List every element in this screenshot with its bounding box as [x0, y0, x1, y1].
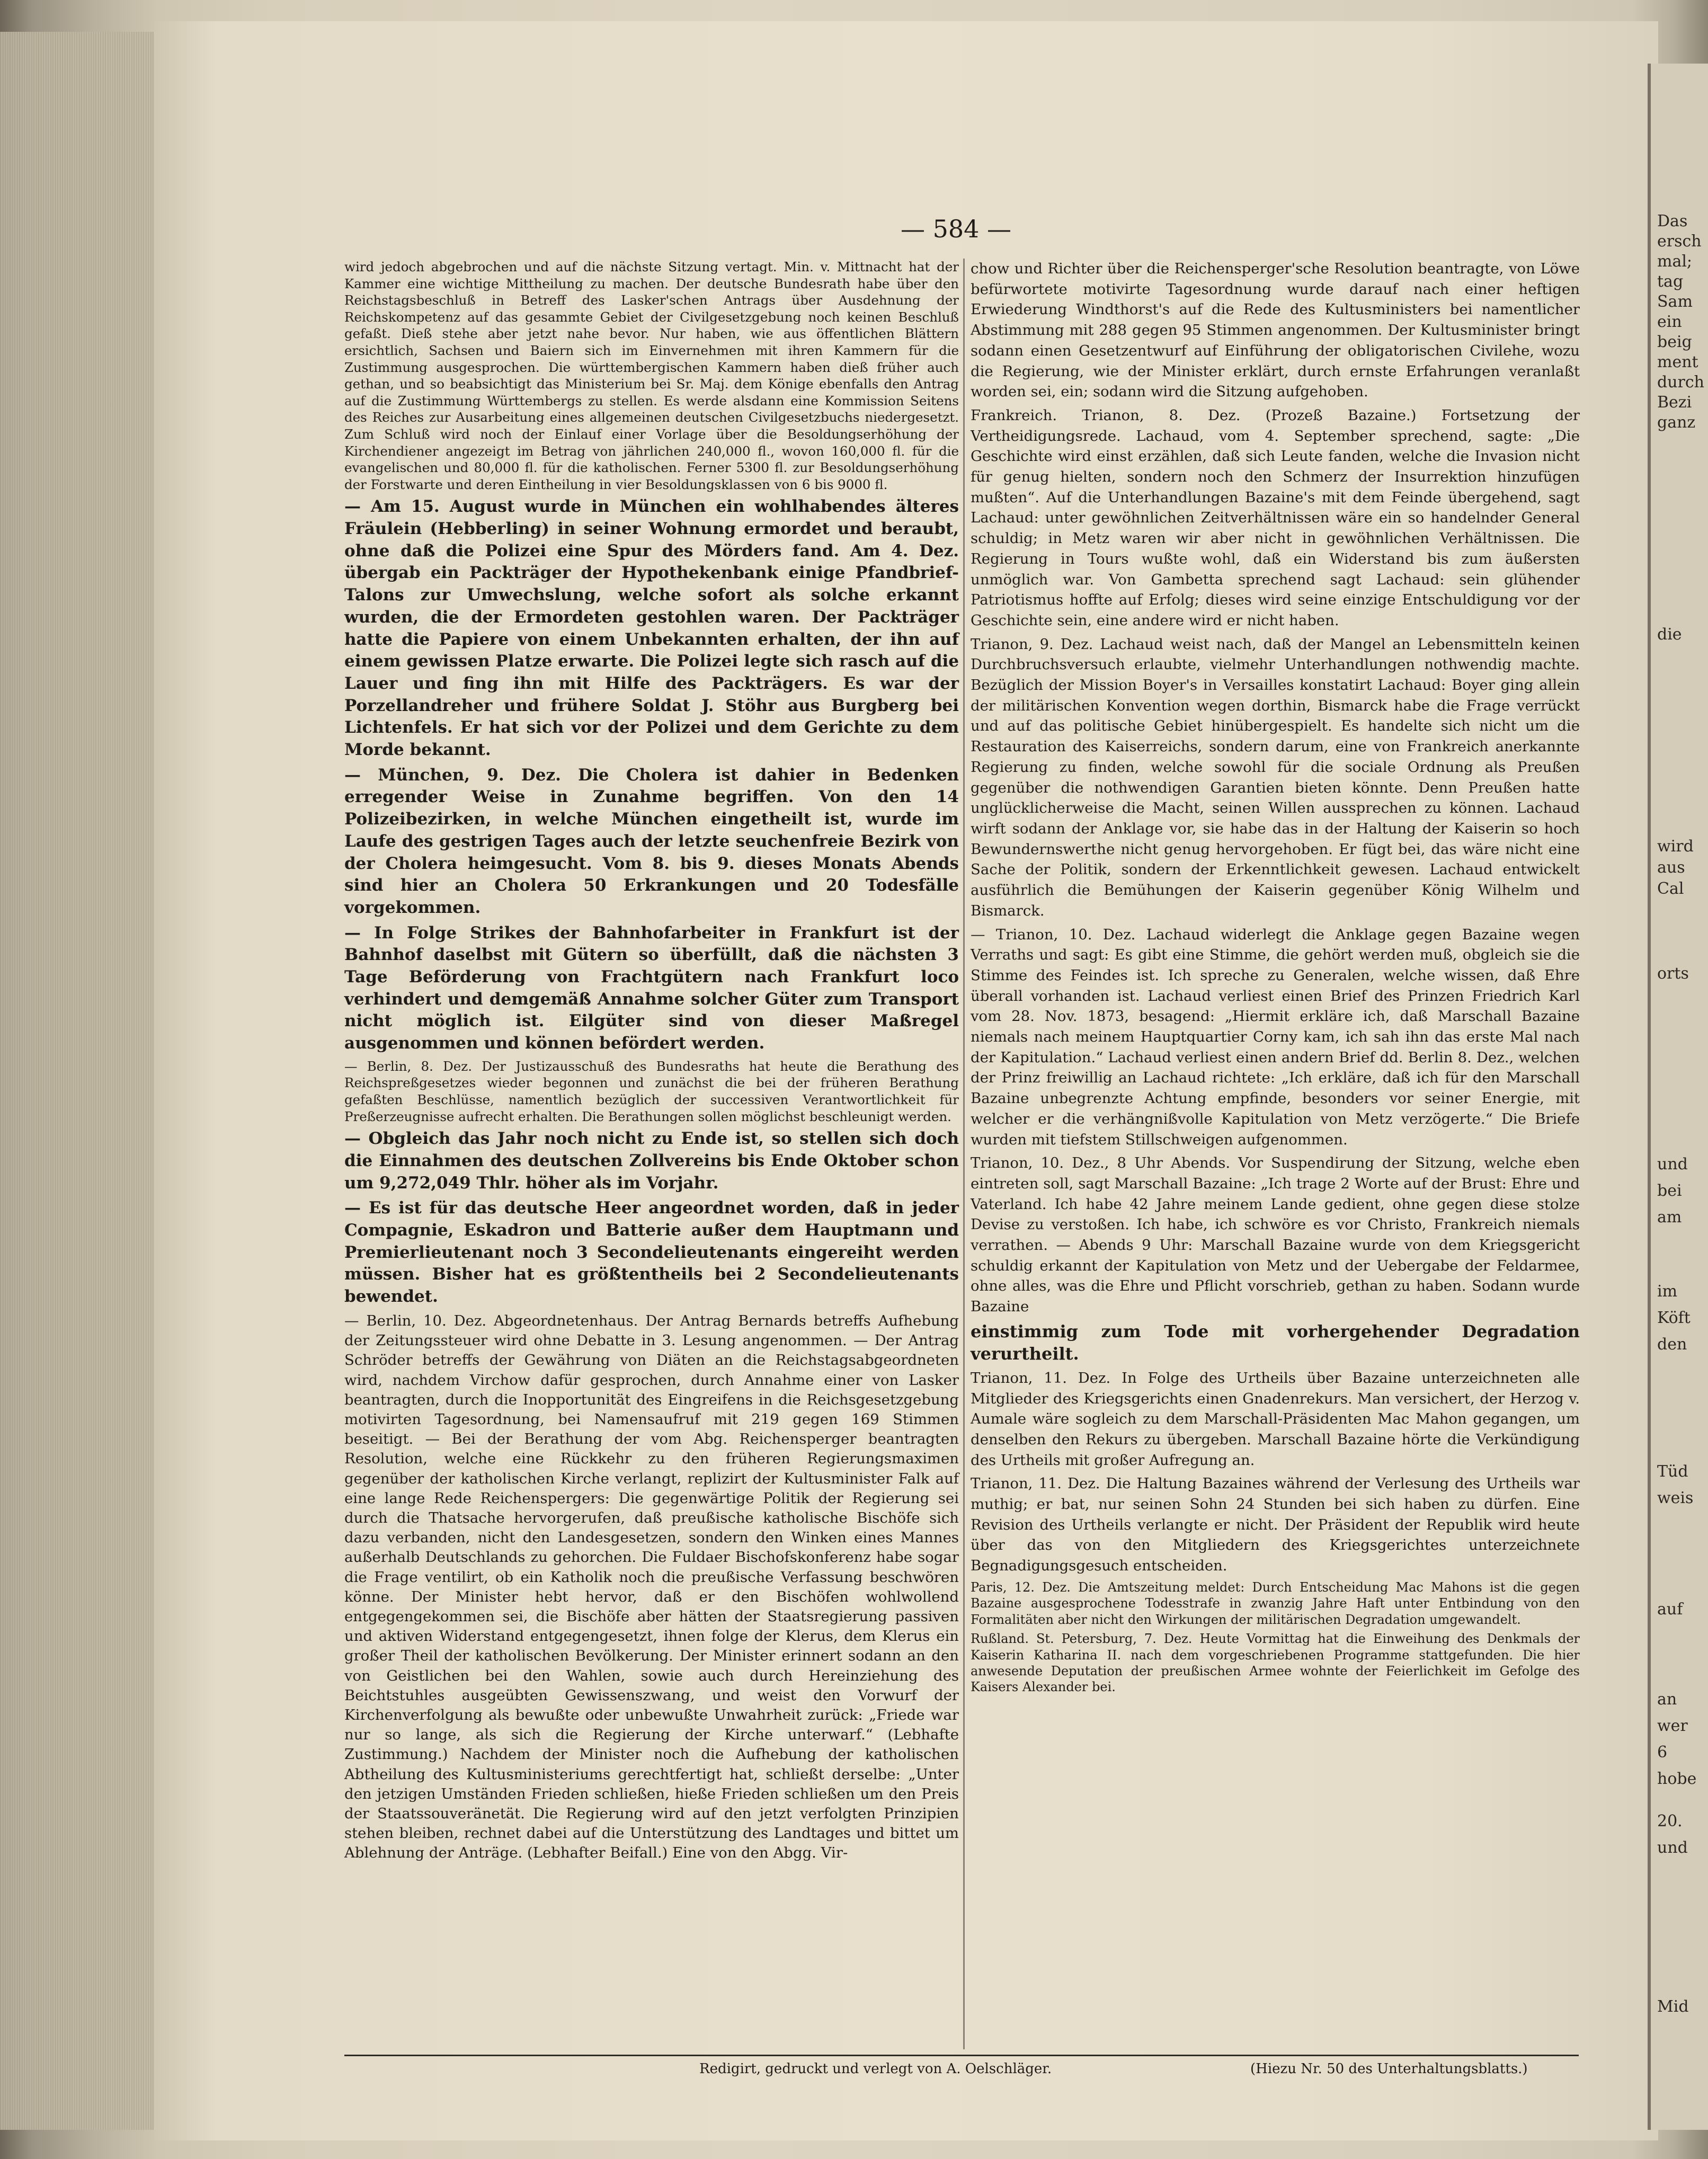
adjacent-page-word: wer: [1657, 1717, 1688, 1735]
adjacent-page-word: und: [1657, 1155, 1688, 1174]
footer-rule: [344, 2055, 1579, 2056]
left-column-paragraph: — Berlin, 10. Dez. Abgeordnetenhaus. Der Antrag Bernards betreffs Aufhebung der Zeitungssteuer wird ohne Debatte in 3. Lesung angenommen. — Der Antrag Schröder betreffs der Gewährung von Diäten an die Reichstagsabgeordneten wird, nachdem Virchow dafür gesprochen, durch Annahme einer von Lasker beantragten, durch die Inopportunität des Eingreifens in die Reichsgesetzgebung motivirten Tagesordnung, bei Namensaufruf mit 219 gegen 169 Stimmen beseitigt. — Bei der Berathung der vom Abg. Reichensperger beantragten Resolution, welche eine Rückkehr zu den früheren Regierungsmaximen gegenüber der katholischen Kirche verlangt, replizirt der Kultusminister Falk auf eine lange Rede Reichenspergers: Die gegenwärtige Politik der Regierung sei durch die Thatsache hervorgerufen, daß preußische katholische Bischöfe sich dazu verbanden, nicht den Landesgesetzen, sondern den Winken eines Mannes außerhalb Deutschlands zu gehorchen. Die Fuldaer Bischofskonferenz habe sogar die Frage ventilirt, ob ein Katholik noch die preußische Verfassung beschwören könne. Der Minister hebt hervor, daß er den Bischöfen wohlwollend entgegengekommen sei, die Bischöfe aber hätten der Staatsregierung passiven und aktiven Widerstand entgegengesetzt, ihnen folge der Klerus, dem Klerus ein großer Theil der katholischen Bevölkerung. Der Minister erinnert sodann an den von Geistlichen bei den Wahlen, sowie auch durch Hereinziehung des Beichtstuhles ausgeübten Gewissenszwang, und weist den Vorwurf der Kirchenverfolgung als bewußte oder unbewußte Unwahrheit zurück: „Friede war nur so lange, als sich die Regierung der Kirche unterwarf.“ (Lebhafte Zustimmung.) Nachdem der Minister noch die Aufhebung der katholischen Abtheilung des Kultusministeriums gerechtfertigt hat, schließt derselbe: „Unter den jetzigen Umständen Frieden schließen, hieße Frieden schließen um den Preis der Staatssouveränetät. Die Regierung wird auf den jetzt verfolgten Prinzipien stehen bleiben, rechnet dabei auf die Unterstützung des Landtages und bittet um Ablehnung der Anträge. (Lebhafter Beifall.) Eine von den Abgg. Vir-: [344, 1312, 959, 1862]
adjacent-page-word: ein: [1657, 313, 1682, 331]
right-column-paragraph: chow und Richter über die Reichensperger'sche Resolution beantragte, von Löwe befürwortete motivirte Tagesordnung wurde darauf nach einer heftigen Erwiederung Windthorst's auf die Rede des Kultusministers bei namentlicher Abstimmung mit 288 gegen 95 Stimmen angenommen. Der Kultusminister bringt sodann einen Gesetzentwurf auf Einführung der obligatorischen Civilehe, wozu die Regierung, wie der Minister erklärt, durch ernste Erfahrungen veranlaßt worden sei, ein; sodann wird die Sitzung aufgehoben.: [971, 260, 1580, 401]
adjacent-page-word: Bezi: [1657, 393, 1692, 412]
imprint-line: Redigirt, gedruckt und verlegt von A. Oelschläger.: [699, 2061, 1052, 2077]
adjacent-page-word: mal;: [1657, 252, 1693, 271]
adjacent-page-word: die: [1657, 625, 1682, 644]
column-divider: [963, 259, 965, 2049]
right-column-paragraph: Trianon, 9. Dez. Lachaud weist nach, daß der Mangel an Lebensmitteln keinen Durchbruchsversuch erlaubte, vielmehr Unterhandlungen nothwendig machte. Bezüglich der Mission Boyer's in Versailles konstatirt Lachaud: Boyer ging allein der militärischen Konvention wegen dorthin, Bismarck habe die Frage verrückt und auf das politische Gebiet hinübergespielt. Es handelte sich nicht um die Restauration des Kaiserreichs, sondern darum, eine von Frankreich anerkannte Regierung zu finden, welche sowohl für die sociale Ordnung als Preußen gegenüber die nothwendigen Garantien bieten könnte. Denn Preußen hatte unglücklicherweise die Macht, seinen Willen aussprechen zu können. Lachaud wirft sodann der Anklage vor, sie habe das in der Haltung der Kaiserin so hoch Bewundernswerthe nicht genug hervorgehoben. Er fügt bei, das wäre nicht eine Sache der Politik, sondern der Erkenntlichkeit gewesen. Lachaud entwickelt ausführlich die Bemühungen der Kaiserin gegenüber König Wilhelm und Bismarck.: [971, 635, 1580, 919]
right-column: [971, 259, 1580, 1699]
adjacent-page-word: an: [1657, 1690, 1677, 1709]
adjacent-page-word: den: [1657, 1335, 1687, 1354]
adjacent-page-word: weis: [1657, 1489, 1694, 1507]
right-column-paragraph: Trianon, 11. Dez. Die Haltung Bazaines während der Verlesung des Urtheils war muthig; er bat, nur seinen Sohn 24 Stunden bei sich haben zu dürfen. Eine Revision des Urtheils verlangte er nicht. Der Präsident der Republik wird heute über das von den Mitgliedern des Kriegsgerichtes unterzeichnete Begnadigungsgesuch entscheiden.: [971, 1475, 1580, 1575]
adjacent-page-word: durch: [1657, 373, 1704, 392]
adjacent-page-edge: [1648, 64, 1708, 2130]
adjacent-page-word: hobe: [1657, 1770, 1697, 1788]
page-number: — 584 —: [901, 215, 1012, 243]
adjacent-page-word: ment: [1657, 353, 1698, 371]
adjacent-page-word: ersch: [1657, 232, 1702, 251]
adjacent-page-word: 20.: [1657, 1812, 1683, 1831]
adjacent-page-word: orts: [1657, 964, 1689, 983]
adjacent-page-word: Sam: [1657, 292, 1693, 311]
left-column-paragraph: — In Folge Strikes der Bahnhofarbeiter in Frankfurt ist der Bahnhof daselbst mit Gütern so überfüllt, daß die nächsten 3 Tage Beförderung von Frachtgütern nach Frankfurt loco verhindert und demgemäß Annahme solcher Güter zum Transport nicht möglich ist. Eilgüter sind von dieser Maßregel ausgenommen und können befördert werden.: [344, 923, 959, 1053]
adjacent-page-word: 6: [1657, 1743, 1668, 1762]
right-column-paragraph: Rußland. St. Petersburg, 7. Dez. Heute Vormittag hat die Einweihung des Denkmals der Kaiserin Katharina II. nach dem vorgeschriebenen Programme stattgefunden. Die hier anwesende Deputation der preußischen Armee wohnte der Feierlichkeit im Gefolge des Kaisers Alexander bei.: [971, 1631, 1580, 1695]
supplement-note: (Hiezu Nr. 50 des Unterhaltungsblatts.): [1250, 2061, 1528, 2077]
left-column-paragraph: — Am 15. August wurde in München ein wohlhabendes älteres Fräulein (Hebberling) in seiner Wohnung ermordet und beraubt, ohne daß die Polizei eine Spur des Mörders fand. Am 4. Dez. übergab ein Packträger der Hypothekenbank einige Pfandbrief-Talons zur Umwechslung, welche sofort als solche erkannt wurden, die der Ermordeten gestohlen waren. Der Packträger hatte die Papiere von einem Unbekannten erhalten, der ihn auf einem gewissen Platze erwarte. Die Polizei legte sich rasch auf die Lauer und fing ihn mit Hilfe des Packträgers. Es war der Porzellandreher und frühere Soldat J. Stöhr aus Burgberg bei Lichtenfels. Er hat sich vor der Polizei und dem Gerichte zu dem Morde bekannt.: [344, 497, 959, 760]
adjacent-page-word: auf: [1657, 1600, 1683, 1619]
right-column-paragraph: — Trianon, 10. Dez. Lachaud widerlegt die Anklage gegen Bazaine wegen Verraths und sagt: Es gibt eine Stimme, die gehört werden muß, obgleich sie die Stimme des Feindes ist. Ich spreche zu Generalen, welche wissen, daß Ehre überall vorhanden ist. Lachaud verliest einen Brief des Prinzen Friedrich Karl vom 28. Nov. 1873, besagend: „Hiermit erkläre ich, daß Marschall Bazaine niemals nach meinem Hauptquartier Corny kam, ich sah ihn das erste Mal nach der Kapitulation.“ Lachaud verliest einen andern Brief dd. Berlin 8. Dez., welchen der Prinz freiwillig an Lachaud richtete: „Ich erkläre, daß ich für den Marschall Bazaine unbegrenzte Achtung empfinde, besonders vor seiner Energie, mit welcher er die verhängnißvolle Kapitulation von Metz verzögerte.“ Die Briefe wurden mit tiefstem Stillschweigen aufgenommen.: [971, 926, 1580, 1148]
book-page-edges: [0, 32, 155, 2130]
adjacent-page-word: und: [1657, 1838, 1688, 1857]
right-column-paragraph: Frankreich. Trianon, 8. Dez. (Prozeß Bazaine.) Fortsetzung der Vertheidigungsrede. Lachaud, vom 4. September sprechend, sagte: „Die Geschichte wird einst erzählen, daß sich Leute fanden, welche die Invasion nicht für genug hielten, sondern noch den Schmerz der Insurrektion hinzufügen mußten“. Auf die Unterhandlungen Bazaine's mit dem Feinde übergehend, sagt Lachaud: unter gewöhnlichen Zeitverhältnissen wäre ein so handelnder General schuldig; in Metz waren wir aber nicht in gewöhnlichen Verhältnissen. Die Regierung in Tours wußte wohl, daß ein Widerstand bis zum äußersten unmöglich war. Von Gambetta sprechend sagt Lachaud: sein glühender Patriotismus hoffte auf Erfolg; dieses wird seine einzige Entschuldigung vor der Geschichte sein, eine andere wird er nicht haben.: [971, 406, 1580, 629]
left-column: [344, 259, 959, 1867]
adjacent-page-word: Das: [1657, 212, 1688, 230]
left-column-paragraph: wird jedoch abgebrochen und auf die nächste Sitzung vertagt. Min. v. Mittnacht hat der Kammer eine wichtige Mittheilung zu machen. Der deutsche Bundesrath habe über den Reichstagsbeschluß in Betreff des Lasker'schen Antrags über Ausdehnung der Reichskompetenz auf das gesammte Gebiet der Civilgesetzgebung noch keinen Beschluß gefaßt. Dieß stehe aber jetzt nahe bevor. Nur haben, wie aus öffentlichen Blättern ersichtlich, Sachsen und Baiern sich im Einvernehmen mit ihren Kammern für die Zustimmung ausgesprochen. Die württembergischen Kammern haben dieß früher auch gethan, und so beabsichtigt das Ministerium bei Sr. Maj. dem Könige ebenfalls den Antrag auf die Zustimmung Württembergs zu stellen. Es werde alsdann eine Kommission Seitens des Reiches zur Ausarbeitung eines allgemeinen deutschen Civilgesetzbuchs niedergesetzt. Zum Schluß wird noch der Einlauf einer Vorlage über die Besoldungserhöhung der Kirchendiener angezeigt im Betrag von jährlichen 240,000 fl., wovon 160,000 fl. für die evangelischen und 80,000 fl. für die katholischen. Ferner 5300 fl. zur Besoldungserhöhung der Forstwarte und deren Eintheilung in vier Besoldungsklassen von 6 bis 9000 fl.: [344, 259, 959, 492]
adjacent-page-word: tag: [1657, 272, 1684, 291]
adjacent-page-word: im: [1657, 1282, 1678, 1301]
adjacent-page-word: Mid: [1657, 1997, 1689, 2016]
adjacent-page-word: bei: [1657, 1181, 1682, 1200]
left-column-paragraph: — Es ist für das deutsche Heer angeordnet worden, daß in jeder Compagnie, Eskadron und Batterie außer dem Hauptmann und Premierlieutenant noch 3 Secondelieutenants eingereiht werden müssen. Bisher hat es größtentheils bei 2 Secondelieutenants bewendet.: [344, 1198, 959, 1307]
adjacent-page-word: wird: [1657, 837, 1694, 856]
right-column-paragraph: Trianon, 11. Dez. In Folge des Urtheils über Bazaine unterzeichneten alle Mitglieder des Kriegsgerichts einen Gnadenrekurs. Man versichert, der Herzog v. Aumale wäre sogleich zu dem Marschall-Präsidenten Mac Mahon gegangen, um denselben den Rekurs zu übergeben. Marschall Bazaine hörte die Verkündigung des Urtheils mit großer Aufregung an.: [971, 1369, 1580, 1469]
adjacent-page-word: Tüd: [1657, 1462, 1688, 1481]
adjacent-page-word: Köft: [1657, 1309, 1691, 1327]
left-column-paragraph: — München, 9. Dez. Die Cholera ist dahier in Bedenken erregender Weise in Zunahme begriffen. Von den 14 Polizeibezirken, in welche München eingetheilt ist, wurde im Laufe des gestrigen Tages auch der letzte seuchenfreie Bezirk von der Cholera heimgesucht. Vom 8. bis 9. dieses Monats Abends sind hier an Cholera 50 Erkrankungen und 20 Todesfälle vorgekommen.: [344, 765, 959, 917]
adjacent-page-word: beig: [1657, 333, 1692, 351]
left-column-paragraph: — Obgleich das Jahr noch nicht zu Ende ist, so stellen sich doch die Einnahmen des deutschen Zollvereins bis Ende Oktober schon um 9,272,049 Thlr. höher als im Vorjahr.: [344, 1129, 959, 1193]
adjacent-page-word: am: [1657, 1208, 1682, 1227]
adjacent-page-word: ganz: [1657, 413, 1696, 432]
adjacent-page-word: aus: [1657, 858, 1685, 877]
right-column-paragraph: einstimmig zum Tode mit vorhergehender Degradation verurtheilt.: [971, 1321, 1580, 1364]
right-column-paragraph: Trianon, 10. Dez., 8 Uhr Abends. Vor Suspendirung der Sitzung, welche eben eintreten soll, sagt Marschall Bazaine: „Ich trage 2 Worte auf der Brust: Ehre und Vaterland. Ich habe 42 Jahre meinem Lande gedient, ohne gegen diese stolze Devise zu verstoßen. Ich habe, ich schwöre es vor Christo, Frankreich niemals verrathen. — Abends 9 Uhr: Marschall Bazaine wurde von dem Kriegsgericht schuldig erkannt der Kapitulation von Metz und der Uebergabe der Feldarmee, ohne alles, was die Ehre und Pflicht vorschrieb, gethan zu haben. Sodann wurde Bazaine: [971, 1154, 1580, 1316]
left-column-paragraph: — Berlin, 8. Dez. Der Justizausschuß des Bundesraths hat heute die Berathung des Reichspreßgesetzes wieder begonnen und zunächst die bei der früheren Berathung gefaßten Beschlüsse, namentlich bezüglich der successiven Verantwortlichkeit für Preßerzeugnisse aufrecht erhalten. Die Berathungen sollen möglichst beschleunigt werden.: [344, 1058, 959, 1124]
right-column-paragraph: Paris, 12. Dez. Die Amtszeitung meldet: Durch Entscheidung Mac Mahons ist die gegen Bazaine ausgesprochene Todesstrafe in zwanzig Jahre Haft unter Entbindung von den Formalitäten aber nicht den Wirkungen der militärischen Degradation umgewandelt.: [971, 1579, 1580, 1627]
adjacent-page-word: Cal: [1657, 879, 1684, 898]
